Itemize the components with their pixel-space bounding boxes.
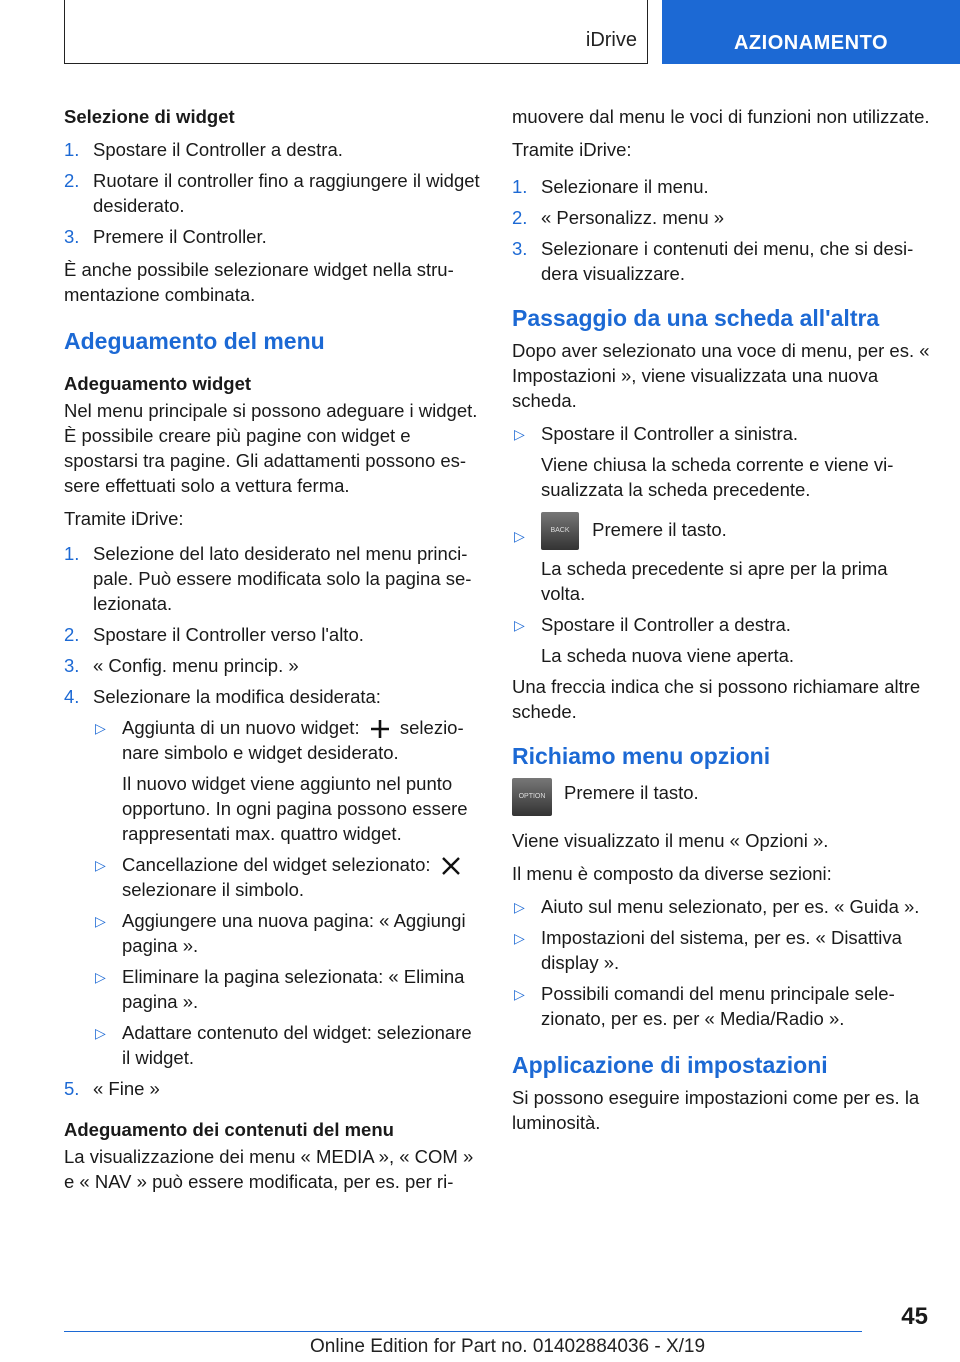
page-number: 45 <box>901 1303 928 1330</box>
opzioni-options <box>512 894 932 1031</box>
list-item: 1. Selezionare il menu. <box>512 176 709 197</box>
list-item: 4. Selezionare la modifica desiderata: ▷ Aggiunta di un nuovo widget: selezionare simbolo e widget desiderato. Il nuovo widget viene aggiunto nel punto opportuno. In ogni pagina possono essere rappresentati max. quattro widget. ▷ Cancellazione del widget selezionato: selezionare il simbolo. ▷ Aggiungere una nuova pagina: « Aggiungi pagina ». ▷ Eliminare la pagina selezionata: « Elimina pagina ». ▷ Adattare contenuto del widget: selezionare il widget. <box>64 684 482 1070</box>
list-item: ▷ Aiuto sul menu selezionato, per es. « Guida ». <box>512 894 932 919</box>
list-item: ▷ Spostare il Controller a destra. La scheda nuova viene aperta. <box>512 612 932 668</box>
heading-opzioni: Richiamo menu opzioni <box>512 743 771 769</box>
option-press: Premere il tasto. <box>564 782 699 803</box>
passaggio-text: Dopo aver selezionato una voce di menu, per es. « Impostazioni », viene visualizzata una nuova scheda. <box>512 340 930 411</box>
list-item: 2. Ruotare il controller fino a raggiungere il widget desiderato. <box>64 170 480 216</box>
triangle-bullet-icon: ▷ <box>514 899 525 915</box>
modification-options <box>93 715 482 1070</box>
option-key-row <box>512 778 932 816</box>
widget-adjust-title: Adeguamento widget <box>64 373 252 394</box>
list-item: 1. Selezione del lato desiderato nel menu principale. Può essere modificata solo la pagina selezionata. <box>64 543 472 614</box>
list-item: ▷ Aggiungere una nuova pagina: « Aggiungi pagina ». <box>95 910 466 957</box>
tramite-label: Tramite iDrive: <box>512 139 632 160</box>
heading-passaggio: Passaggio da una scheda all'altra <box>512 305 880 331</box>
edition-text: Online Edition for Part no. 01402884036 - X/19 <box>310 1336 706 1357</box>
passaggio-options <box>512 421 932 668</box>
close-icon <box>440 855 462 877</box>
triangle-bullet-icon: ▷ <box>514 930 525 946</box>
list-item: 1. Spostare il Controller a destra. <box>64 139 343 160</box>
bullet-note: Viene chiusa la scheda corrente e viene visualizzata la scheda precedente. <box>541 454 894 500</box>
list-item: 3. Selezionare i contenuti dei menu, che si desidera visualizzare. <box>512 238 914 284</box>
list-item: 2. « Personalizz. menu » <box>512 207 725 228</box>
triangle-bullet-icon: ▷ <box>514 986 525 1002</box>
content-adjust-text: La visualizzazione dei menu « MEDIA », « COM » e « NAV » può essere modificata, per es. per ri- <box>64 1146 474 1193</box>
triangle-bullet-icon: ▷ <box>514 426 525 442</box>
impostazioni-text: Si possono eseguire impostazioni come per es. la luminosità. <box>512 1087 920 1133</box>
opzioni-text2: Il menu è composto da diverse sezioni: <box>512 863 832 884</box>
list-item: ▷ Adattare contenuto del widget: selezionare il widget. <box>95 1022 472 1069</box>
triangle-bullet-icon: ▷ <box>514 528 525 544</box>
list-item: 3. « Config. menu princip. » <box>64 655 299 676</box>
plus-icon <box>369 718 391 740</box>
left-column <box>64 104 482 1202</box>
opzioni-text1: Viene visualizzato il menu « Opzioni ». <box>512 830 829 851</box>
bullet-note: La scheda nuova viene aperta. <box>541 645 795 666</box>
content-adjust-title: Adeguamento dei contenuti del menu <box>64 1119 394 1141</box>
heading-adeguamento: Adeguamento del menu <box>64 328 325 354</box>
triangle-bullet-icon: ▷ <box>514 617 525 633</box>
list-item: 3. Premere il Controller. <box>64 226 267 247</box>
list-item: ▷ Spostare il Controller a sinistra. Viene chiusa la scheda corrente e viene visualizzata la scheda precedente. <box>512 421 932 502</box>
continued-text: muovere dal menu le voci di funzioni non utilizzate. <box>512 106 930 127</box>
tramite-label: Tramite iDrive: <box>64 508 184 529</box>
bullet-note: La scheda precedente si apre per la prima volta. <box>541 558 888 604</box>
list-item: 2. Spostare il Controller verso l'alto. <box>64 624 364 645</box>
selection-steps <box>64 137 482 249</box>
content-steps <box>512 174 932 286</box>
triangle-bullet-icon: ▷ <box>95 720 106 736</box>
triangle-bullet-icon: ▷ <box>95 857 106 874</box>
widget-adjust-steps <box>64 541 482 1101</box>
arrow-note: Una freccia indica che si possono richiamare altre schede. <box>512 676 921 722</box>
list-item: ▷ BACK Premere il tasto. La scheda precedente si apre per la prima volta. <box>512 512 932 606</box>
list-item: ▷ Possibili comandi del menu principale selezionato, per es. per « Media/Radio ». <box>514 983 895 1029</box>
header-tab[interactable]: AZIONAMENTO <box>662 0 960 64</box>
heading-impostazioni: Applicazione di impostazioni <box>512 1052 828 1078</box>
list-item: 5. « Fine » <box>64 1078 160 1100</box>
header-frame <box>64 0 648 64</box>
list-item: ▷ Cancellazione del widget selezionato: selezionare il simbolo. <box>93 852 482 902</box>
footer-divider <box>64 1331 862 1332</box>
selection-note: È anche possibile selezionare widget nella strumentazione combinata. <box>64 259 454 305</box>
option-key-icon: OPTION <box>512 778 552 816</box>
selection-title: Selezione di widget <box>64 106 235 127</box>
list-item: ▷ Impostazioni del sistema, per es. « Disattiva display ». <box>514 927 902 973</box>
triangle-bullet-icon: ▷ <box>95 913 106 930</box>
list-item: ▷ Eliminare la pagina selezionata: « Elimina pagina ». <box>95 966 465 1013</box>
triangle-bullet-icon: ▷ <box>95 1025 106 1042</box>
list-item: ▷ Aggiunta di un nuovo widget: selezionare simbolo e widget desiderato. Il nuovo widget viene aggiunto nel punto opportuno. In ogni pagina possono essere rappresentati max. quattro widget. <box>93 715 482 846</box>
widget-adjust-text: Nel menu principale si possono adeguare i widget. È possibile creare più pagine con widget e spostarsi tra pagine. Gli adattamenti possono essere effettuati solo a vettura ferma. <box>64 400 478 496</box>
header-section: iDrive <box>585 29 637 51</box>
triangle-bullet-icon: ▷ <box>95 969 106 986</box>
right-column <box>512 104 932 1143</box>
bullet-note: Il nuovo widget viene aggiunto nel punto opportuno. In ogni pagina possono essere rappresentati max. quattro widget. <box>122 773 468 845</box>
back-key-icon: BACK <box>541 512 579 550</box>
